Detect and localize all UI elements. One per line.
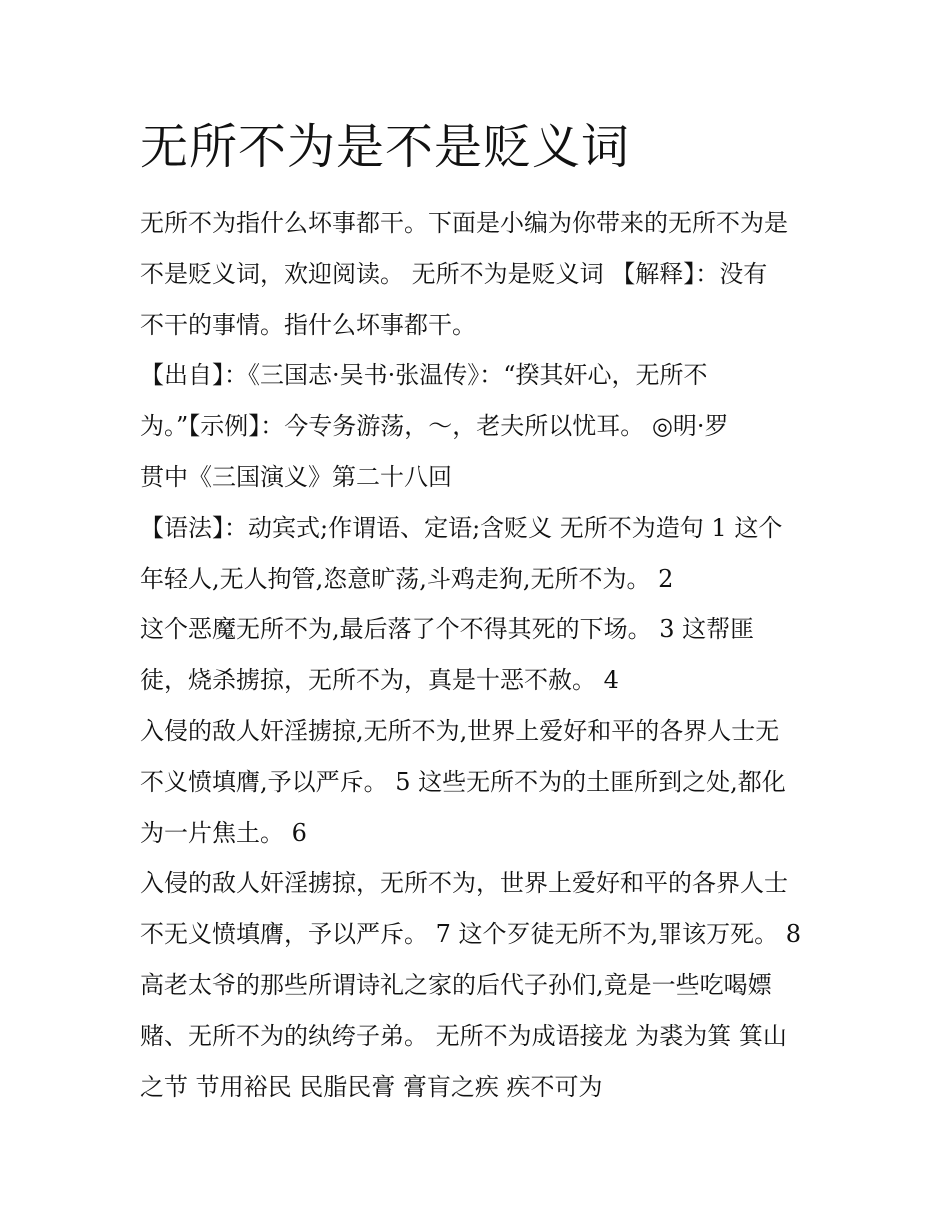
document-title: 无所不为是不是贬义词 [140,119,631,175]
text-line-10: 徒，烧杀掳掠，无所不为，真是十恶不赦。 4 [140,666,619,695]
text-line-8: 年轻人,无人拘管,恣意旷荡,斗鸡走狗,无所不为。 2 [140,564,674,593]
text-line-7: 【语法】：动宾式;作谓语、定语;含贬义 无所不为造句 1 这个 [140,513,783,542]
text-line-14: 入侵的敌人奸淫掳掠，无所不为，世界上爱好和平的各界人士 [140,869,788,898]
text-line-3: 不干的事情。指什么坏事都干。 [140,310,476,339]
text-line-18: 之节 节用裕民 民脂民膏 膏肓之疾 疾不可为 [140,1072,603,1101]
text-line-16: 高老太爷的那些所谓诗礼之家的后代子孙们,竟是一些吃喝嫖 [140,970,772,999]
text-line-17: 赌、无所不为的纨绔子弟。 无所不为成语接龙 为裘为箕 箕山 [140,1021,787,1050]
text-line-15: 不无义愤填膺，予以严斥。 7 这个歹徒无所不为,罪该万死。 8 [140,920,802,949]
document-body [140,198,820,1112]
text-line-5: 为。”【示例】：今专务游荡，～，老夫所以忧耳。 ◎明·罗 [140,412,729,441]
text-line-4: 【出自】：《三国志·吴书·张温传》：“揆其奸心，无所不 [140,361,708,390]
text-line-12: 不义愤填膺,予以严斥。 5 这些无所不为的土匪所到之处,都化 [140,767,786,796]
text-line-9: 这个恶魔无所不为,最后落了个不得其死的下场。 3 这帮匪 [140,615,755,644]
text-line-2: 不是贬义词，欢迎阅读。 无所不为是贬义词 【解释】：没有 [140,259,768,288]
text-line-13: 为一片焦土。 6 [140,818,307,847]
text-line-11: 入侵的敌人奸淫掳掠,无所不为,世界上爱好和平的各界人士无 [140,716,780,745]
text-line-1: 无所不为指什么坏事都干。下面是小编为你带来的无所不为是 [140,209,788,237]
text-line-6: 贯中《三国演义》第二十八回 [140,462,452,491]
